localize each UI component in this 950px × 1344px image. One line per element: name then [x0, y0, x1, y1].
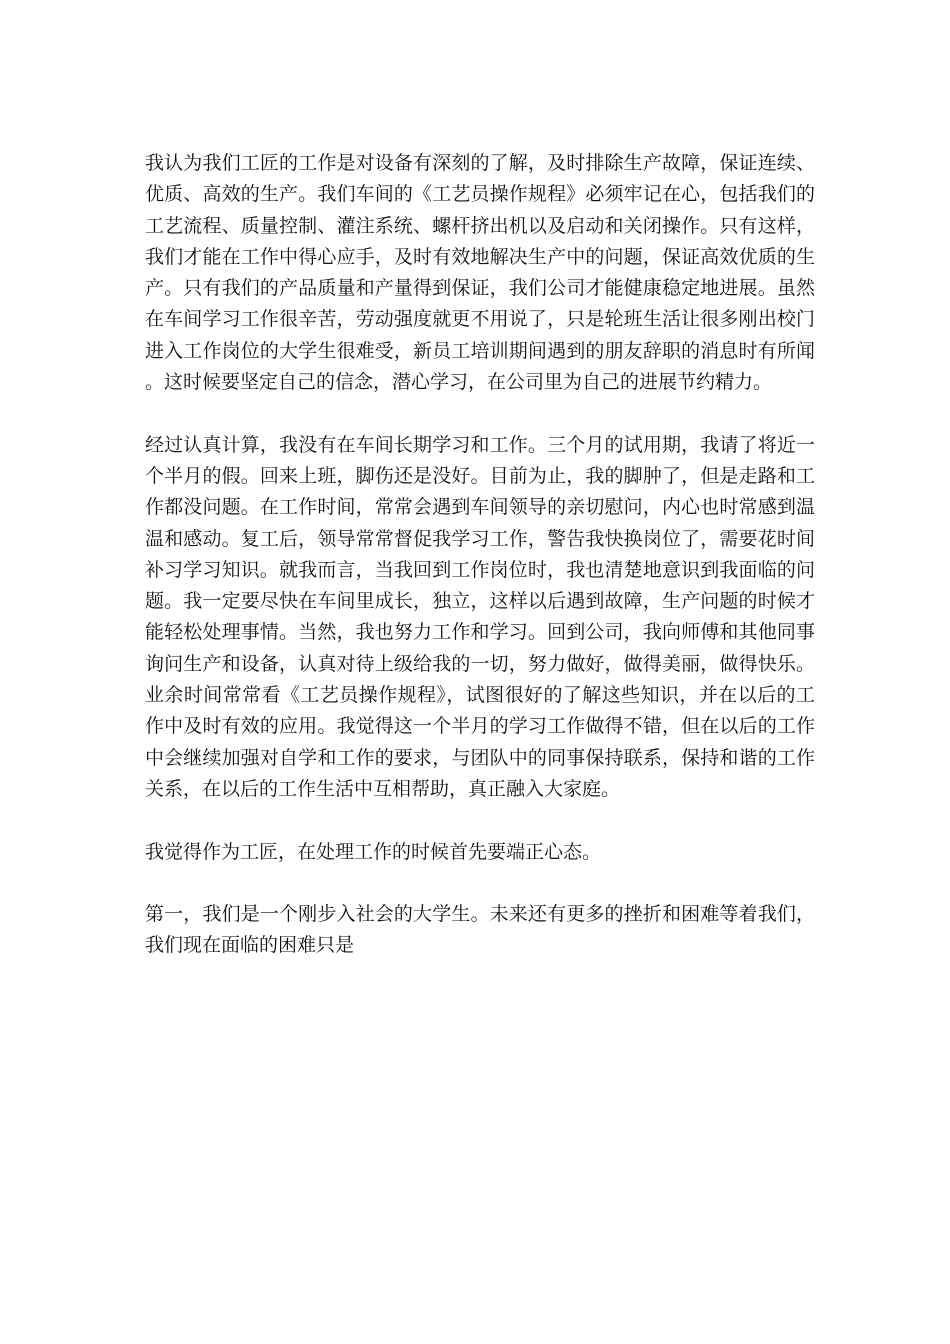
paragraph-4: 第一，我们是一个刚步入社会的大学生。未来还有更多的挫折和困难等着我们，我们现在面临的困难只是	[145, 903, 815, 957]
document-body	[145, 148, 815, 962]
paragraph-3: 我觉得作为工匠，在处理工作的时候首先要端正心态。	[145, 840, 602, 863]
paragraph-2: 经过认真计算，我没有在车间长期学习和工作。三个月的试用期，我请了将近一个半月的假。回来上班，脚伤还是没好。目前为止，我的脚肿了，但是走路和工作都没问题。在工作时间，常常会遇到车间领导的亲切慰问，内心也时常感到温温和感动。复工后，领导常常督促我学习工作，警告我快换岗位了，需要花时间补习学习知识。就我而言，当我回到工作岗位时，我也清楚地意识到我面临的问题。我一定要尽快在车间里成长，独立，这样以后遇到故障，生产问题的时候才能轻松处理事情。当然，我也努力工作和学习。回到公司，我向师傅和其他同事询问生产和设备，认真对待上级给我的一切，努力做好，做得美丽，做得快乐。业余时间常常看《工艺员操作规程》，试图很好的了解这些知识，并在以后的工作中及时有效的应用。我觉得这一个半月的学习工作做得不错，但在以后的工作中会继续加强对自学和工作的要求，与团队中的同事保持联系，保持和谐的工作关系，在以后的工作生活中互相帮助，真正融入大家庭。	[145, 433, 815, 800]
paragraph-1: 我认为我们工匠的工作是对设备有深刻的了解，及时排除生产故障，保证连续、优质、高效的生产。我们车间的《工艺员操作规程》必须牢记在心，包括我们的工艺流程、质量控制、灌注系统、螺杆挤出机以及启动和关闭操作。只有这样，我们才能在工作中得心应手，及时有效地解决生产中的问题，保证高效优质的生产。只有我们的产品质量和产量得到保证，我们公司才能健康稳定地进展。虽然在车间学习工作很辛苦，劳动强度就更不用说了，只是轮班生活让很多刚出校门进入工作岗位的大学生很难受，新员工培训期间遇到的朋友辞职的消息时有所闻。这时候要坚定自己的信念，潜心学习，在公司里为自己的进展节约精力。	[145, 152, 815, 394]
